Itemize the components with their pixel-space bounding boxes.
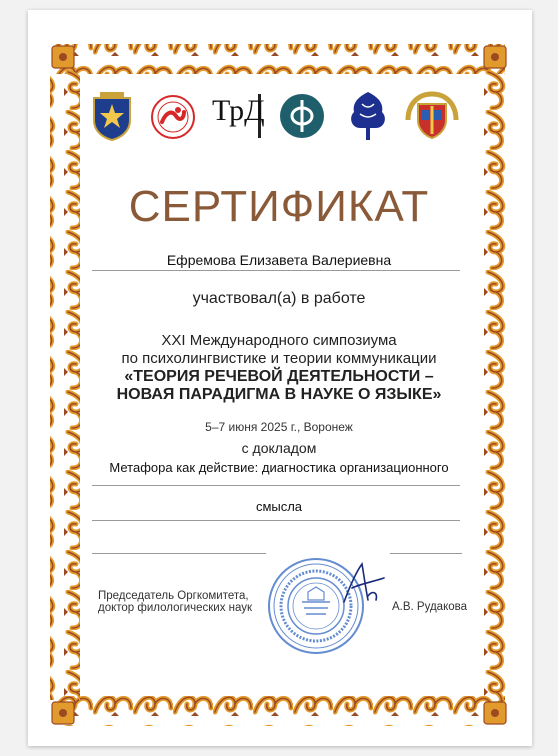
university-crest-logo — [88, 90, 136, 142]
theme-line-1: «ТЕОРИЯ РЕЧЕВОЙ ДЕЯТЕЛЬНОСТИ – — [124, 368, 434, 385]
chair-position-line-1: Председатель Оргкомитета, — [98, 590, 249, 602]
participation-text: участвовал(а) в работе — [192, 290, 366, 307]
right-signature-line — [390, 553, 462, 554]
tree-logo — [348, 90, 388, 142]
left-signature-line — [92, 553, 266, 554]
handwritten-signature — [338, 556, 388, 608]
recipient-name: Ефремова Елизавета Валериевна — [166, 252, 392, 268]
university-emblem-logo — [404, 90, 460, 144]
chinese-association-logo — [150, 94, 196, 140]
symposium-line-1: XXI Международного симпозиума — [161, 332, 397, 349]
partner-logos — [88, 90, 468, 150]
with-report-label: с докладом — [241, 440, 317, 456]
chair-position-line-2: доктор филологических наук — [98, 602, 253, 614]
report-underline-2 — [92, 520, 460, 521]
chair-position — [98, 590, 252, 614]
report-title-line-2: смысла — [255, 499, 303, 514]
report-title-line-1: Метафора как действие: диагностика организационного — [109, 460, 449, 475]
trd-logo-text: ТрД — [212, 94, 265, 127]
signatory-name: А.В. Рудакова — [392, 601, 468, 613]
symposium-theme — [0, 368, 558, 404]
event-dates: 5–7 июня 2025 г., Воронеж — [205, 420, 353, 434]
phi-logo — [278, 92, 326, 140]
symposium-text — [0, 332, 558, 368]
recipient-underline — [92, 270, 460, 271]
report-underline-1 — [92, 485, 460, 486]
symposium-line-2: по психолингвистике и теории коммуникации — [121, 350, 437, 367]
theme-line-2: НОВАЯ ПАРАДИГМА В НАУКЕ О ЯЗЫКЕ» — [116, 386, 442, 403]
certificate-title: СЕРТИФИКАТ — [128, 182, 430, 231]
